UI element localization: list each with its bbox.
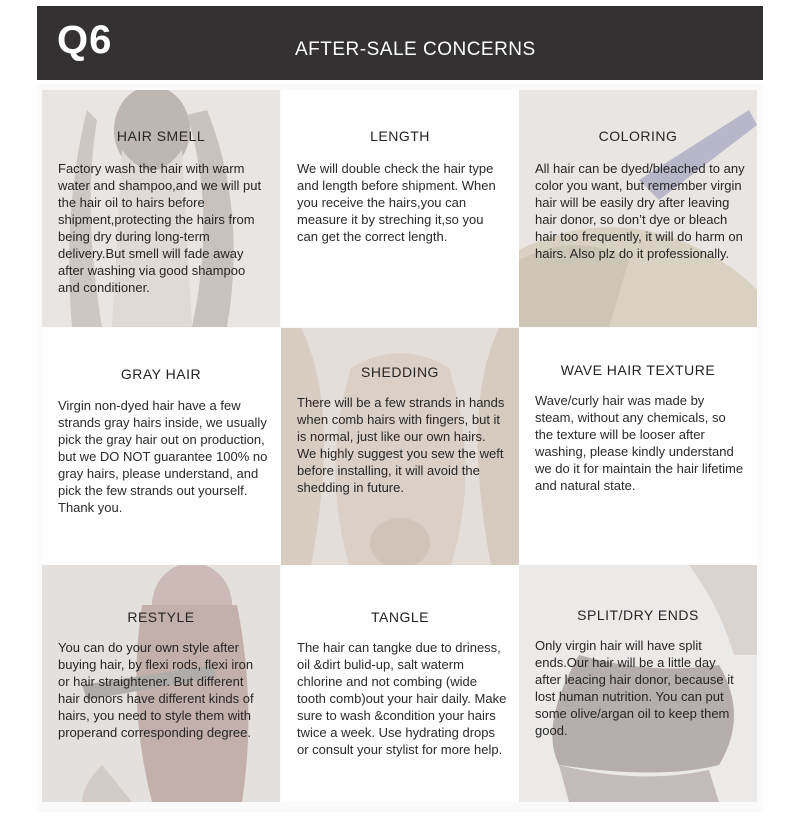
card-heading: SHEDDING xyxy=(361,364,439,380)
card-hair-smell xyxy=(42,90,280,327)
card-wave-hair-texture xyxy=(519,328,757,565)
question-number: Q6 xyxy=(57,18,113,62)
card-heading: TANGLE xyxy=(371,609,429,625)
card-tangle xyxy=(281,565,519,802)
card-gray-hair xyxy=(42,328,280,565)
card-heading: LENGTH xyxy=(370,128,430,144)
card-heading: GRAY HAIR xyxy=(120,366,202,382)
card-body: Factory wash the hair with warm water and shampoo,and we will put the hair oil to hairs before shipment,protecting the hairs from being dry during long-term delivery.But smell will fade away after washing via good shampoo and conditioner. xyxy=(58,161,262,295)
card-heading: SPLIT/DRY ENDS xyxy=(577,607,699,623)
card-body: You can do your own style after buying hair, by flexi rods, flexi iron or hair straightener. But different hair donors have different kinds of hairs, you need to style them with properand corresponding degree. xyxy=(58,640,254,740)
card-body: Wave/curly hair was made by steam, without any chemicals, so the texture will be looser after washing, please kindly understand we do it for maintain the hair lifetime and natural state. xyxy=(535,393,744,493)
card-body: Virgin non-dyed hair have a few strands gray hairs inside, we usually pick the gray hair out on production, but we DO NOT guarantee 100% no gray hairs, please understand, and pick the few strands out yourself. Thank you. xyxy=(58,398,268,515)
card-heading: WAVE HAIR TEXTURE xyxy=(560,362,716,378)
card-body: There will be a few strands in hands when comb hairs with fingers, but it is normal, just like our own hairs. We highly suggest you sew the weft before installing, it will avoid the shedding in future. xyxy=(297,395,505,495)
card-heading: COLORING xyxy=(598,128,678,144)
card-coloring xyxy=(519,90,757,327)
card-body: The hair can tangke due to driness, oil &dirt bulid-up, salt waterm chlorine and not combing (wide tooth comb)out your hair daily. Make sure to wash &condition your hairs twice a week. Use hydrating drops or consult your stylist for more help. xyxy=(297,640,507,757)
card-body: All hair can be dyed/bleached to any color you want, but remember virgin hair will be easily dry after leaving hair donor, so don’t dye or bleach hair too frequently, it will do harm on hairs. Also plz do it professionally. xyxy=(535,161,745,261)
card-body: Only virgin hair will have split ends.Our hair will be a little day after leacing hair donor, because it lost human nutrition. You can put some olive/argan oil to keep them good. xyxy=(535,638,734,738)
card-heading: RESTYLE xyxy=(127,609,195,625)
page-title: AFTER-SALE CONCERNS xyxy=(295,39,536,60)
card-split-dry-ends xyxy=(519,565,757,802)
card-length xyxy=(281,90,519,327)
card-body: We will double check the hair type and length before shipment. When you receive the hairs,you can measure it by streching it,so you can get the correct length. xyxy=(297,161,496,244)
card-heading: HAIR SMELL xyxy=(116,128,206,144)
concerns-grid xyxy=(37,84,763,812)
header-bar xyxy=(37,6,763,80)
card-restyle xyxy=(42,565,280,802)
card-shedding xyxy=(281,328,519,565)
